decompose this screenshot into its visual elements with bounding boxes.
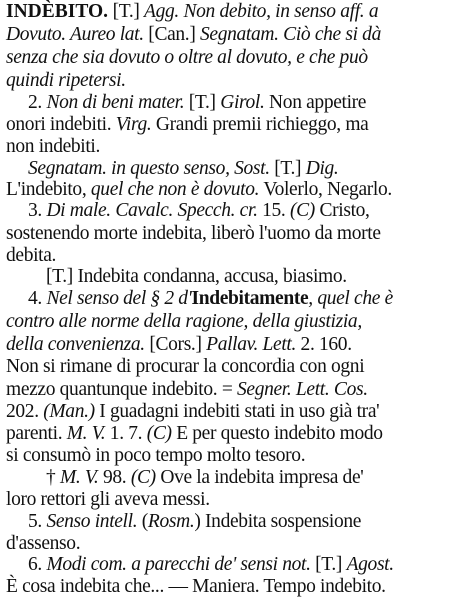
text-run: mezzo quantunque indebito. = [6, 379, 237, 400]
entry-line [28, 510, 361, 534]
text-run: Agg. Non debito, in senso aff. a [144, 1, 379, 22]
text-run: È cosa indebita che... — Maniera. Tempo indebito. [6, 576, 386, 597]
text-run: Pallav. Lett. [206, 334, 297, 355]
text-run: della convenienza. [6, 334, 145, 355]
text-run: quel che non è dovuto. [90, 179, 260, 200]
text-run: Di male. Cavalc. Specch. cr. [46, 200, 258, 221]
text-run: , quel che è [308, 288, 393, 309]
text-run: 4. [28, 288, 47, 309]
text-run: Volerlo, Negarlo. [259, 179, 392, 200]
text-run: Segnatam. in questo senso, Sost. [28, 158, 270, 179]
text-run: Non si rimane di procurar la concordia con ogni [6, 356, 365, 377]
text-run: Agost. [346, 554, 394, 575]
text-run: Rosm. [147, 511, 195, 532]
text-run: (C) [289, 200, 315, 221]
text-run: [T.] [108, 1, 145, 22]
text-run: 1. 7. [105, 423, 147, 444]
text-run: si consumò in poco tempo molto tesoro. [6, 445, 306, 466]
text-run: [Cors.] [144, 334, 207, 355]
text-run: Dovuto. Aureo lat. [6, 24, 144, 45]
text-run: Virg. [115, 114, 152, 135]
text-run: I guadagni indebiti stati in uso già tra' [94, 401, 380, 422]
text-run: 2. [28, 92, 47, 113]
text-run: debita. [6, 245, 57, 266]
entry-line [6, 23, 381, 47]
entry-line [6, 135, 100, 159]
entry-line [6, 0, 378, 24]
text-run: [Can.] [143, 24, 201, 45]
entry-line [6, 422, 383, 446]
entry-line [28, 553, 394, 577]
text-run: 2. 160. [296, 334, 352, 355]
entry-line [46, 265, 347, 289]
text-run: † [46, 467, 60, 488]
entry-line [28, 199, 370, 223]
text-run: Grandi premii richieggo, ma [151, 114, 369, 135]
text-run: ) Indebita sospensione [194, 511, 362, 532]
text-run: 5. [28, 511, 47, 532]
text-run: Girol. [220, 92, 265, 113]
text-run: 3. [28, 200, 47, 221]
text-run: (Man.) [43, 401, 95, 422]
text-run: (C) [146, 423, 172, 444]
text-run: d'assenso. [6, 533, 81, 554]
entry-line [28, 91, 366, 115]
text-run: Segner. Lett. Cos. [237, 379, 368, 400]
text-run: contro alle norme della ragione, della giustizia, [6, 311, 362, 332]
text-run: 202. [6, 401, 44, 422]
text-run: senza che sia dovuto o oltre al dovuto, e che può [6, 47, 368, 68]
text-run: L'indebito, [6, 179, 91, 200]
text-run: Non di beni mater. [46, 92, 185, 113]
text-run: E per questo indebito modo [171, 423, 383, 444]
text-run: sostenendo morte indebita, liberò l'uomo da morte [6, 223, 381, 244]
entry-line [6, 222, 381, 246]
text-run: Senso intell. [46, 511, 138, 532]
text-run: quindi ripetersi. [6, 70, 126, 91]
text-run: Non appetire [264, 92, 367, 113]
headword: INDÈBITO. [6, 1, 109, 22]
text-run: Nel senso del § 2 d' [46, 288, 192, 309]
entry-line [6, 46, 368, 70]
entry-line [6, 488, 210, 512]
text-run: Ove la indebita impresa de' [155, 467, 364, 488]
entry-line [28, 287, 393, 311]
text-run: 15. [257, 200, 290, 221]
text-run: non indebiti. [6, 136, 101, 157]
text-run: Segnatam. Ciò che si dà [200, 24, 381, 45]
text-run: ( [137, 511, 148, 532]
entry-line [46, 466, 363, 490]
entry-line [6, 69, 126, 93]
text-run: Dig. [305, 158, 339, 179]
text-run: Modi com. a parecchi de' sensi not. [46, 554, 311, 575]
text-run: Cristo, [314, 200, 370, 221]
text-run: 6. [28, 554, 47, 575]
text-run: [T.] Indebita condanna, accusa, biasimo. [46, 266, 347, 287]
text-run: M. V. [66, 423, 106, 444]
entry-line [6, 378, 368, 402]
text-run: [T.] [310, 554, 347, 575]
text-run: [T.] [269, 158, 306, 179]
text-run: onori indebiti. [6, 114, 116, 135]
entry-line [6, 355, 364, 379]
entry-line [6, 575, 386, 599]
text-run: [T.] [184, 92, 221, 113]
entry-line [6, 400, 379, 424]
text-run: (C) [130, 467, 156, 488]
text-run: 98. [98, 467, 131, 488]
entry-line [6, 310, 362, 334]
text-run: parenti. [6, 423, 67, 444]
entry-line [6, 113, 368, 137]
text-run: loro rettori gli aveva messi. [6, 489, 210, 510]
entry-line [6, 333, 352, 357]
entry-line [6, 444, 305, 468]
text-run: Indebitamente [191, 288, 309, 309]
text-run: M. V. [59, 467, 99, 488]
